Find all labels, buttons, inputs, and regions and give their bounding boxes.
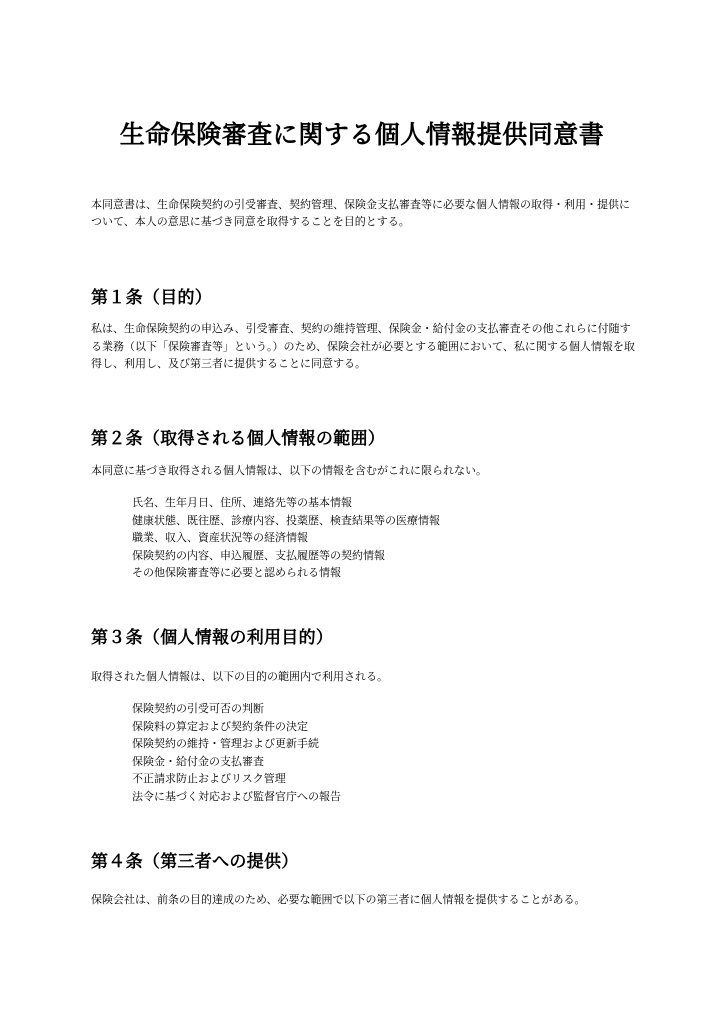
list-item: 氏名、生年月日、住所、連絡先等の基本情報 [132, 496, 352, 509]
article-3-body: 取得された個人情報は、以下の目的の範囲内で利用される。 [91, 670, 388, 683]
list-item: 保険契約の内容、申込履歴、支払履歴等の契約情報 [132, 548, 385, 562]
list-item: 保険金・給付金の支払審査 [132, 754, 264, 768]
list-item: 職業、収入、資産状況等の経済情報 [132, 531, 308, 544]
list-item: 保険契約の維持・管理および更新手続 [132, 737, 319, 750]
article-2-body: 本同意に基づき取得される個人情報は、以下の情報を含むがこれに限られない。 [91, 464, 487, 477]
intro-paragraph: 本同意書は、生命保険契約の引受審査、契約管理、保険金支払審査等に必要な個人情報の取得・利用・提供について、本人の意思に基づき同意を取得することを目的とする。 [91, 198, 630, 228]
list-item: 法令に基づく対応および監督官庁への報告 [132, 789, 341, 803]
list-item: 保険料の算定および契約条件の決定 [132, 719, 308, 733]
list-item: 健康状態、既往歴、診療内容、投薬歴、検査結果等の医療情報 [132, 513, 440, 527]
article-3-heading: 第３条（個人情報の利用目的） [91, 628, 334, 648]
list-item: 不正請求防止およびリスク管理 [132, 772, 286, 785]
article-4-body: 保険会社は、前条の目的達成のため、必要な範囲で以下の第三者に個人情報を提供することがある。 [91, 893, 586, 906]
article-1-body: 私は、生命保険契約の申込み、引受審査、契約の維持管理、保険金・給付金の支払審査その他これらに付随する業務（以下「保険審査等」という。）のため、保険会社が必要とする範囲において、私に関する個人情報を取得し、利用し、及び第三者に提供することに同意する。 [91, 322, 635, 370]
article-3-item-list [132, 700, 341, 805]
article-2-item-list [132, 494, 440, 582]
article-2-heading: 第２条（取得される個人情報の範囲） [91, 429, 386, 449]
list-item: その他保険審査等に必要と認められる情報 [132, 566, 341, 579]
article-1-heading: 第１条（目的） [91, 288, 213, 308]
list-item: 保険契約の引受可否の判断 [132, 702, 264, 715]
article-4-heading: 第４条（第三者への提供） [91, 852, 299, 872]
document-title: 生命保険審査に関する個人情報提供同意書 [119, 120, 605, 149]
